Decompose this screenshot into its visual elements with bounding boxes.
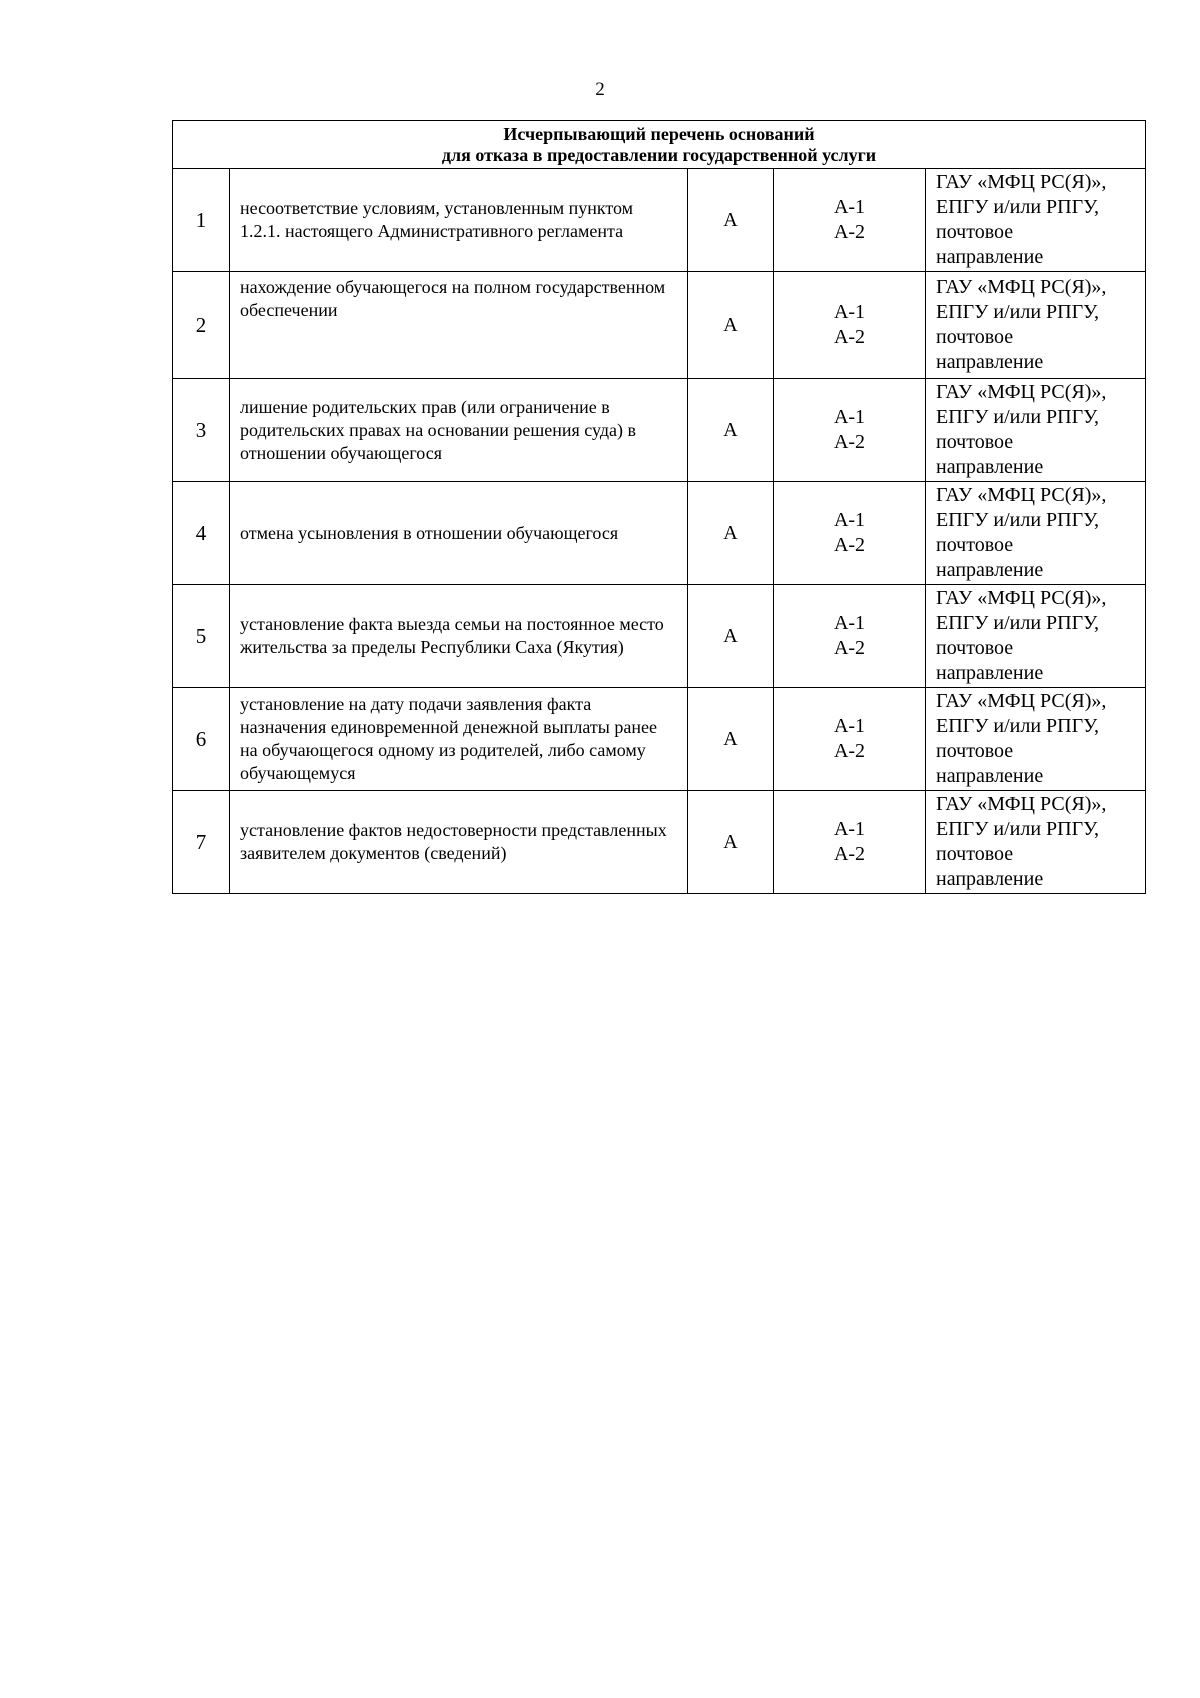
channel-line: ГАУ «МФЦ РС(Я)», — [936, 171, 1107, 193]
channel-line: ЕПГУ и/или РПГУ, — [936, 196, 1100, 218]
channel-line: ЕПГУ и/или РПГУ, — [936, 818, 1100, 840]
refusal-grounds-table — [172, 120, 1146, 894]
applicant-codes — [774, 272, 926, 379]
channel-line: ГАУ «МФЦ РС(Я)», — [936, 381, 1107, 403]
channels — [926, 272, 1146, 379]
form-cell: А — [688, 379, 774, 482]
channels — [926, 791, 1146, 894]
channel-line: почтовое — [936, 637, 1014, 659]
page-number: 2 — [595, 79, 605, 100]
channel-line: направление — [936, 559, 1044, 581]
form-cell: А — [688, 272, 774, 379]
channel-line: почтовое — [936, 221, 1014, 243]
row-number: 2 — [173, 272, 230, 379]
table-row — [173, 169, 1146, 272]
channels — [926, 482, 1146, 585]
applicant-code: А-1 — [833, 406, 866, 428]
form-cell: А — [688, 482, 774, 585]
table-title-line-2: для отказа в предоставлении государственной услуги — [441, 144, 877, 165]
channel-line: почтовое — [936, 326, 1014, 348]
applicant-codes — [774, 585, 926, 688]
table-row — [173, 379, 1146, 482]
row-number: 3 — [173, 379, 230, 482]
table-row — [173, 272, 1146, 379]
channel-line: направление — [936, 662, 1044, 684]
applicant-codes — [774, 379, 926, 482]
table-row — [173, 688, 1146, 791]
applicant-code: А-2 — [833, 221, 866, 243]
row-number: 5 — [173, 585, 230, 688]
channel-line: ЕПГУ и/или РПГУ, — [936, 715, 1100, 737]
channel-line: почтовое — [936, 431, 1014, 453]
channel-line: ГАУ «МФЦ РС(Я)», — [936, 484, 1107, 506]
form-cell: А — [688, 688, 774, 791]
channel-line: ГАУ «МФЦ РС(Я)», — [936, 793, 1107, 815]
row-number: 6 — [173, 688, 230, 791]
table-row — [173, 482, 1146, 585]
form-cell: А — [688, 585, 774, 688]
channel-line: почтовое — [936, 843, 1014, 865]
channel-line: ЕПГУ и/или РПГУ, — [936, 509, 1100, 531]
channel-line: ЕПГУ и/или РПГУ, — [936, 301, 1100, 323]
applicant-code: А-1 — [833, 196, 866, 218]
row-number: 7 — [173, 791, 230, 894]
applicant-code: А-1 — [833, 818, 866, 840]
channels — [926, 585, 1146, 688]
ground-text: отмена усыновления в отношении обучающегося — [230, 482, 688, 585]
channel-line: направление — [936, 351, 1044, 373]
channels — [926, 169, 1146, 272]
applicant-codes — [774, 169, 926, 272]
ground-text: установление факта выезда семьи на постоянное место жительства за пределы Республики Саха (Якутия) — [230, 585, 688, 688]
table-row — [173, 791, 1146, 894]
channel-line: направление — [936, 765, 1044, 787]
channel-line: почтовое — [936, 534, 1014, 556]
channel-line: ГАУ «МФЦ РС(Я)», — [936, 587, 1107, 609]
applicant-code: А-2 — [833, 431, 866, 453]
ground-text: лишение родительских прав (или ограничение в родительских правах на основании решения суда) в отношении обучающегося — [230, 379, 688, 482]
applicant-code: А-1 — [833, 509, 866, 531]
applicant-code: А-2 — [833, 534, 866, 556]
applicant-codes — [774, 791, 926, 894]
row-number: 1 — [173, 169, 230, 272]
table-title — [173, 121, 1146, 169]
applicant-code: А-2 — [833, 637, 866, 659]
applicant-code: А-1 — [833, 715, 866, 737]
channel-line: ГАУ «МФЦ РС(Я)», — [936, 690, 1107, 712]
channel-line: ЕПГУ и/или РПГУ, — [936, 612, 1100, 634]
channels — [926, 379, 1146, 482]
ground-text: нахождение обучающегося на полном государственном обеспечении — [230, 272, 688, 379]
applicant-code: А-2 — [833, 740, 866, 762]
channel-line: направление — [936, 246, 1044, 268]
channel-line: направление — [936, 456, 1044, 478]
form-cell: А — [688, 791, 774, 894]
form-cell: А — [688, 169, 774, 272]
channel-line: ГАУ «МФЦ РС(Я)», — [936, 276, 1107, 298]
applicant-code: А-2 — [833, 326, 866, 348]
channel-line: направление — [936, 868, 1044, 890]
ground-text: несоответствие условиям, установленным пунктом 1.2.1. настоящего Административного регламента — [230, 169, 688, 272]
ground-text: установление фактов недостоверности представленных заявителем документов (сведений) — [230, 791, 688, 894]
channel-line: ЕПГУ и/или РПГУ, — [936, 406, 1100, 428]
table-header-row — [173, 121, 1146, 169]
applicant-codes — [774, 482, 926, 585]
applicant-code: А-1 — [833, 612, 866, 634]
applicant-code: А-1 — [833, 301, 866, 323]
channels — [926, 688, 1146, 791]
applicant-code: А-2 — [833, 843, 866, 865]
row-number: 4 — [173, 482, 230, 585]
table-row — [173, 585, 1146, 688]
ground-text: установление на дату подачи заявления факта назначения единовременной денежной выплаты ранее на обучающегося одному из родителей, либо самому обучающемуся — [230, 688, 688, 791]
applicant-codes — [774, 688, 926, 791]
table-title-line-1: Исчерпывающий перечень оснований — [503, 123, 815, 144]
channel-line: почтовое — [936, 740, 1014, 762]
